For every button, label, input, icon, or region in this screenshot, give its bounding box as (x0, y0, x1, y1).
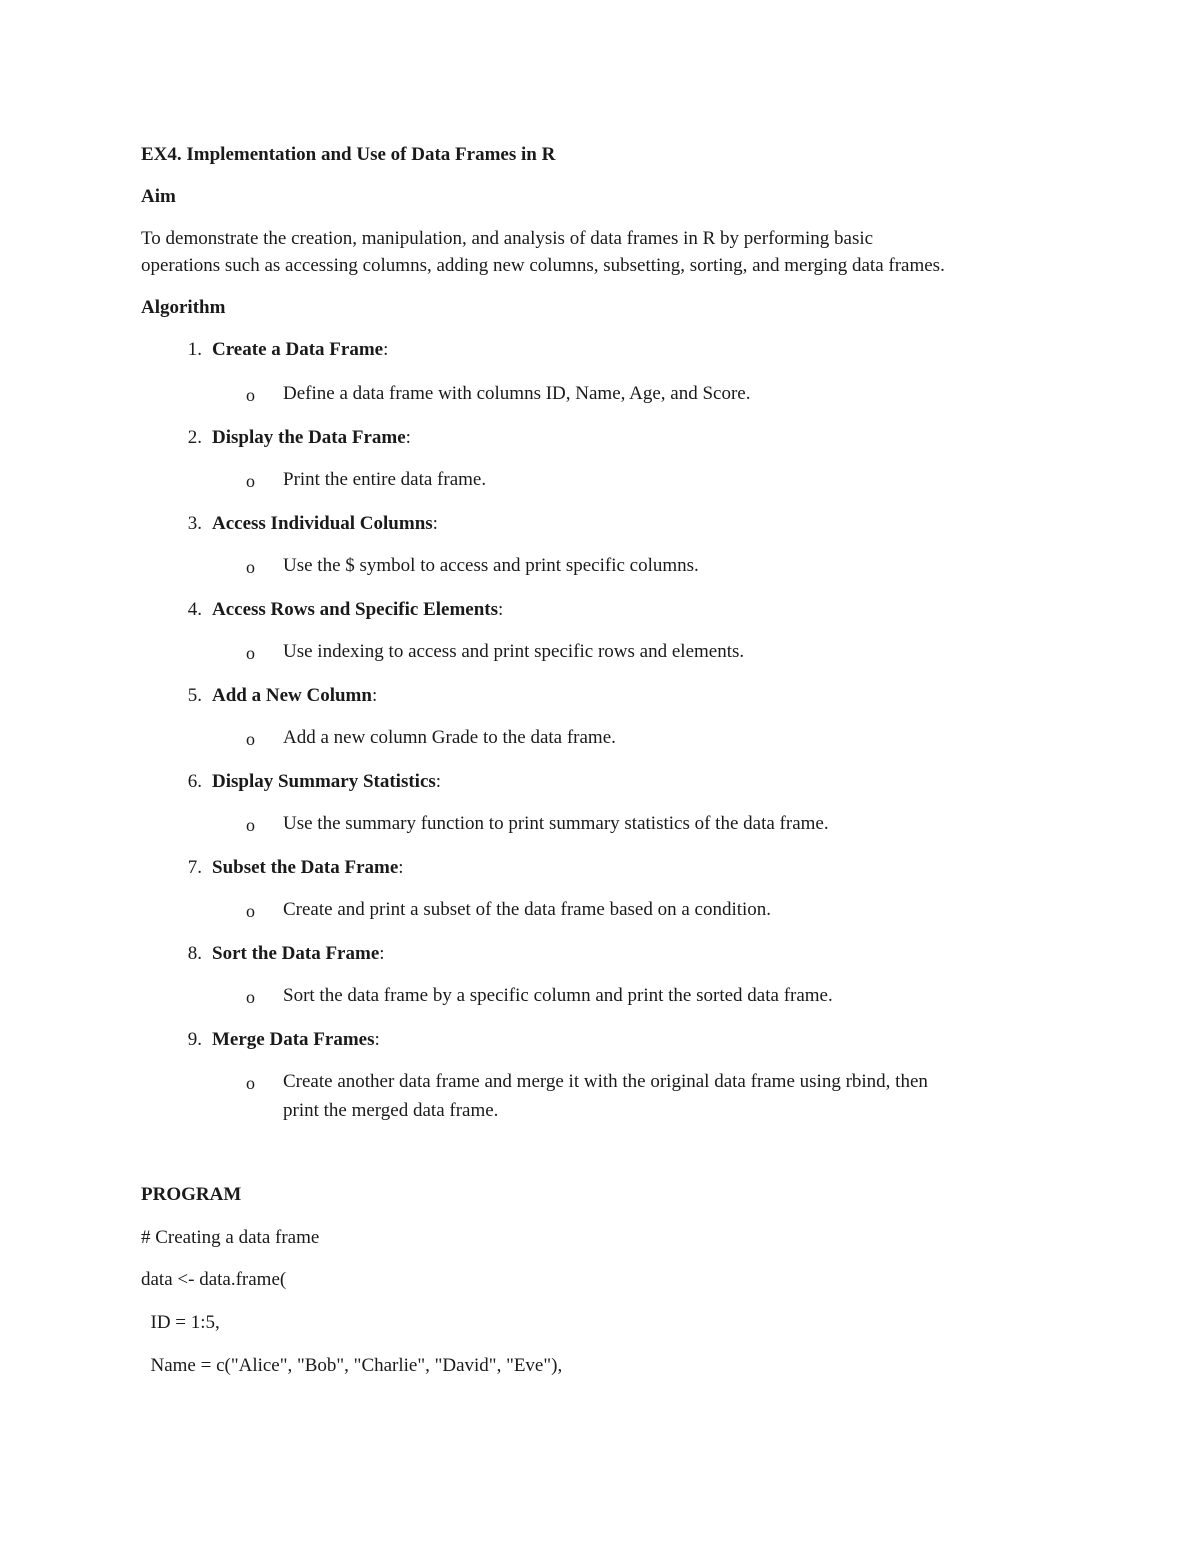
step-detail: Use the $ symbol to access and print specific columns. (283, 555, 699, 576)
step-title: Sort the Data Frame: (212, 943, 385, 964)
bullet-icon: o (246, 901, 255, 921)
step-number: 2. (187, 427, 202, 448)
code-line: ID = 1:5, (141, 1312, 220, 1333)
step-number: 6. (187, 771, 202, 792)
step-title: Access Individual Columns: (212, 513, 438, 534)
step-number: 5. (187, 685, 202, 706)
aim-text-line-2: operations such as accessing columns, adding new columns, subsetting, sorting, and merging data frames. (141, 255, 945, 276)
step-detail: Print the entire data frame. (283, 469, 487, 490)
step-title: Display Summary Statistics: (212, 771, 442, 792)
step-detail: Create another data frame and merge it with the original data frame using rbind, then (283, 1071, 928, 1092)
step-title: Display the Data Frame: (212, 427, 411, 448)
bullet-icon: o (246, 557, 255, 577)
step-title: Subset the Data Frame: (212, 857, 404, 878)
document-title: EX4. Implementation and Use of Data Frames in R (141, 144, 556, 165)
bullet-icon: o (246, 385, 255, 405)
step-detail: Sort the data frame by a specific column and print the sorted data frame. (283, 985, 833, 1006)
step-number: 7. (187, 857, 202, 878)
step-title: Add a New Column: (212, 685, 378, 706)
algorithm-heading: Algorithm (141, 297, 226, 318)
step-number: 3. (187, 513, 202, 534)
step-detail: Use the summary function to print summary statistics of the data frame. (283, 813, 829, 834)
step-detail-continued: print the merged data frame. (283, 1100, 499, 1121)
step-title: Access Rows and Specific Elements: (212, 599, 504, 620)
code-line: data <- data.frame( (141, 1269, 287, 1290)
bullet-icon: o (246, 815, 255, 835)
bullet-icon: o (246, 471, 255, 491)
bullet-icon: o (246, 987, 255, 1007)
step-number: 4. (187, 599, 202, 620)
code-line: Name = c("Alice", "Bob", "Charlie", "David", "Eve"), (141, 1355, 563, 1376)
program-heading: PROGRAM (141, 1184, 242, 1205)
aim-text-line-1: To demonstrate the creation, manipulation, and analysis of data frames in R by performing basic (141, 228, 874, 249)
step-number: 9. (187, 1029, 202, 1050)
code-line: # Creating a data frame (141, 1227, 320, 1248)
bullet-icon: o (246, 1073, 255, 1093)
step-detail: Use indexing to access and print specific rows and elements. (283, 641, 745, 662)
bullet-icon: o (246, 729, 255, 749)
step-number: 8. (187, 943, 202, 964)
bullet-icon: o (246, 643, 255, 663)
step-number: 1. (187, 339, 202, 360)
step-detail: Create and print a subset of the data frame based on a condition. (283, 899, 772, 920)
step-detail: Define a data frame with columns ID, Name, Age, and Score. (283, 383, 751, 404)
step-title: Merge Data Frames: (212, 1029, 380, 1050)
step-title: Create a Data Frame: (212, 339, 389, 360)
step-detail: Add a new column Grade to the data frame. (283, 727, 616, 748)
aim-heading: Aim (141, 186, 176, 207)
